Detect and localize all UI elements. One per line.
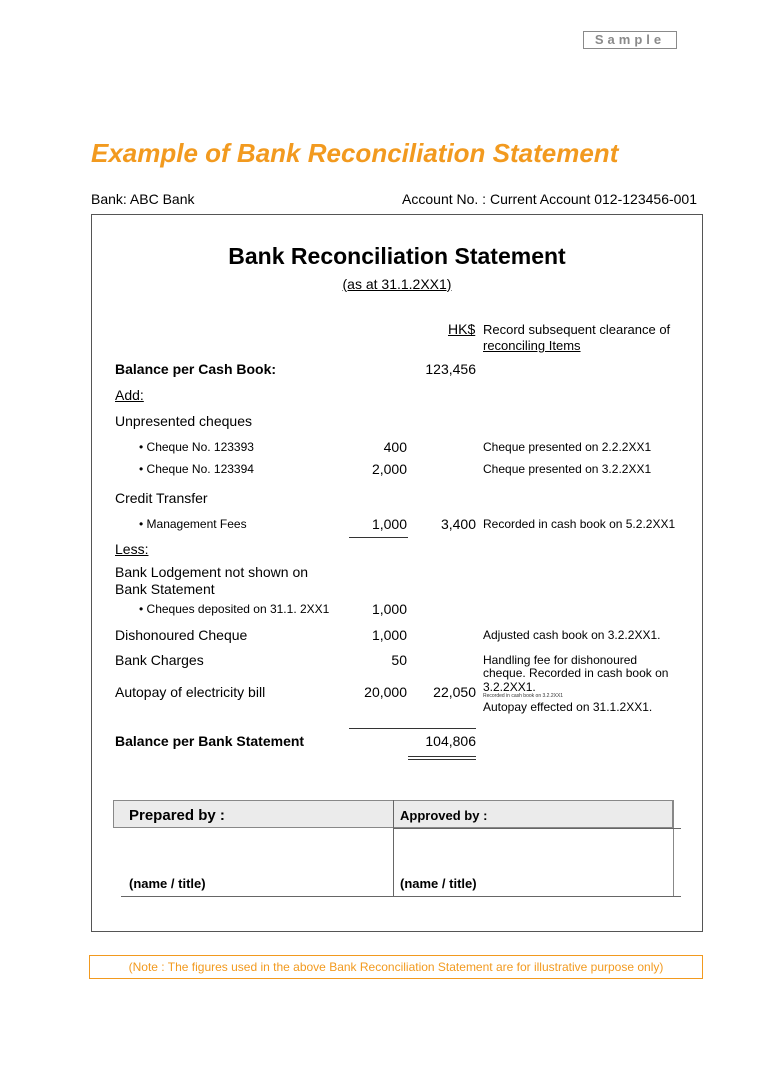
cheques-deposited-label: • Cheques deposited on 31.1. 2XX1 [139, 602, 330, 616]
mgmt-fees-value: 1,000 [371, 516, 407, 532]
balance-cash-book-label: Balance per Cash Book: [115, 361, 277, 377]
signoff-header-line [393, 828, 681, 829]
signoff-right-edge [673, 800, 674, 896]
bank-charges-remark-tiny: Recorded in cash book on 3.2.2XX1 [483, 693, 564, 699]
bank-name: Bank: ABC Bank [91, 191, 195, 207]
dishonoured-remark: Adjusted cash book on 3.2.2XX1. [483, 628, 661, 642]
cheque2-label: • Cheque No. 123394 [139, 462, 254, 476]
prepared-by-label: Prepared by : [129, 807, 225, 824]
bank-charges-remark-2: cheque. Recorded in cash book on [483, 666, 669, 680]
remark-header: Record subsequent clearance of [483, 322, 671, 337]
balance-cash-book-value: 123,456 [425, 361, 476, 377]
statement-title: Bank Reconciliation Statement [228, 243, 566, 269]
less-total: 22,050 [433, 684, 476, 700]
account-number: Account No. : Current Account 012-123456-001 [402, 191, 697, 207]
cheque1-remark: Cheque presented on 2.2.2XX1 [483, 440, 652, 454]
autopay-label: Autopay of electricity bill [115, 684, 266, 700]
dishonoured-value: 1,000 [371, 627, 407, 643]
lodgement-label-1: Bank Lodgement not shown on [115, 564, 309, 580]
balance-bank-value: 104,806 [425, 733, 476, 749]
total-rule [349, 728, 476, 729]
mgmt-fees-remark: Recorded in cash book on 5.2.2XX1 [483, 517, 676, 531]
credit-transfer-label: Credit Transfer [115, 490, 208, 506]
remark-header-2: reconciling Items [483, 338, 581, 353]
dishonoured-label: Dishonoured Cheque [115, 627, 248, 643]
lodgement-label-2: Bank Statement [115, 581, 215, 597]
approved-name-title: (name / title) [400, 876, 477, 891]
bank-charges-remark-3: 3.2.2XX1. [483, 680, 536, 694]
cheques-deposited-value: 1,000 [371, 601, 407, 617]
balance-bank-label: Balance per Bank Statement [115, 733, 305, 749]
illustrative-note: (Note : The figures used in the above Bank Reconciliation Statement are for illustrative purpose only) [89, 955, 703, 979]
bank-charges-remark-1: Handling fee for dishonoured [483, 653, 638, 667]
approved-by-label: Approved by : [400, 808, 488, 823]
add-total: 3,400 [440, 516, 476, 532]
bank-charges-label: Bank Charges [115, 652, 204, 668]
cheque1-value: 400 [383, 439, 407, 455]
cheque2-remark: Cheque presented on 3.2.2XX1 [483, 462, 652, 476]
autopay-remark: Autopay effected on 31.1.2XX1. [483, 700, 653, 714]
prepared-name-title: (name / title) [129, 876, 206, 891]
add-label: Add: [115, 387, 144, 403]
signoff-divider [393, 800, 394, 896]
cheque2-value: 2,000 [371, 461, 407, 477]
subtotal-rule [349, 537, 408, 538]
signoff-bottom-line [121, 896, 681, 897]
double-rule-top [408, 756, 476, 757]
bank-charges-value: 50 [391, 652, 407, 668]
page-title: Example of Bank Reconciliation Statement [91, 138, 619, 168]
double-rule-bottom [408, 759, 476, 760]
cheque1-label: • Cheque No. 123393 [139, 440, 254, 454]
less-label: Less: [115, 541, 149, 557]
mgmt-fees-label: • Management Fees [139, 517, 247, 531]
currency-header: HK$ [448, 321, 476, 337]
statement-date-text: (as at 31.1.2XX1) [342, 276, 452, 292]
statement-date [92, 276, 702, 292]
unpresented-label: Unpresented cheques [115, 413, 252, 429]
sample-badge: Sample [583, 31, 677, 49]
autopay-value: 20,000 [364, 684, 407, 700]
